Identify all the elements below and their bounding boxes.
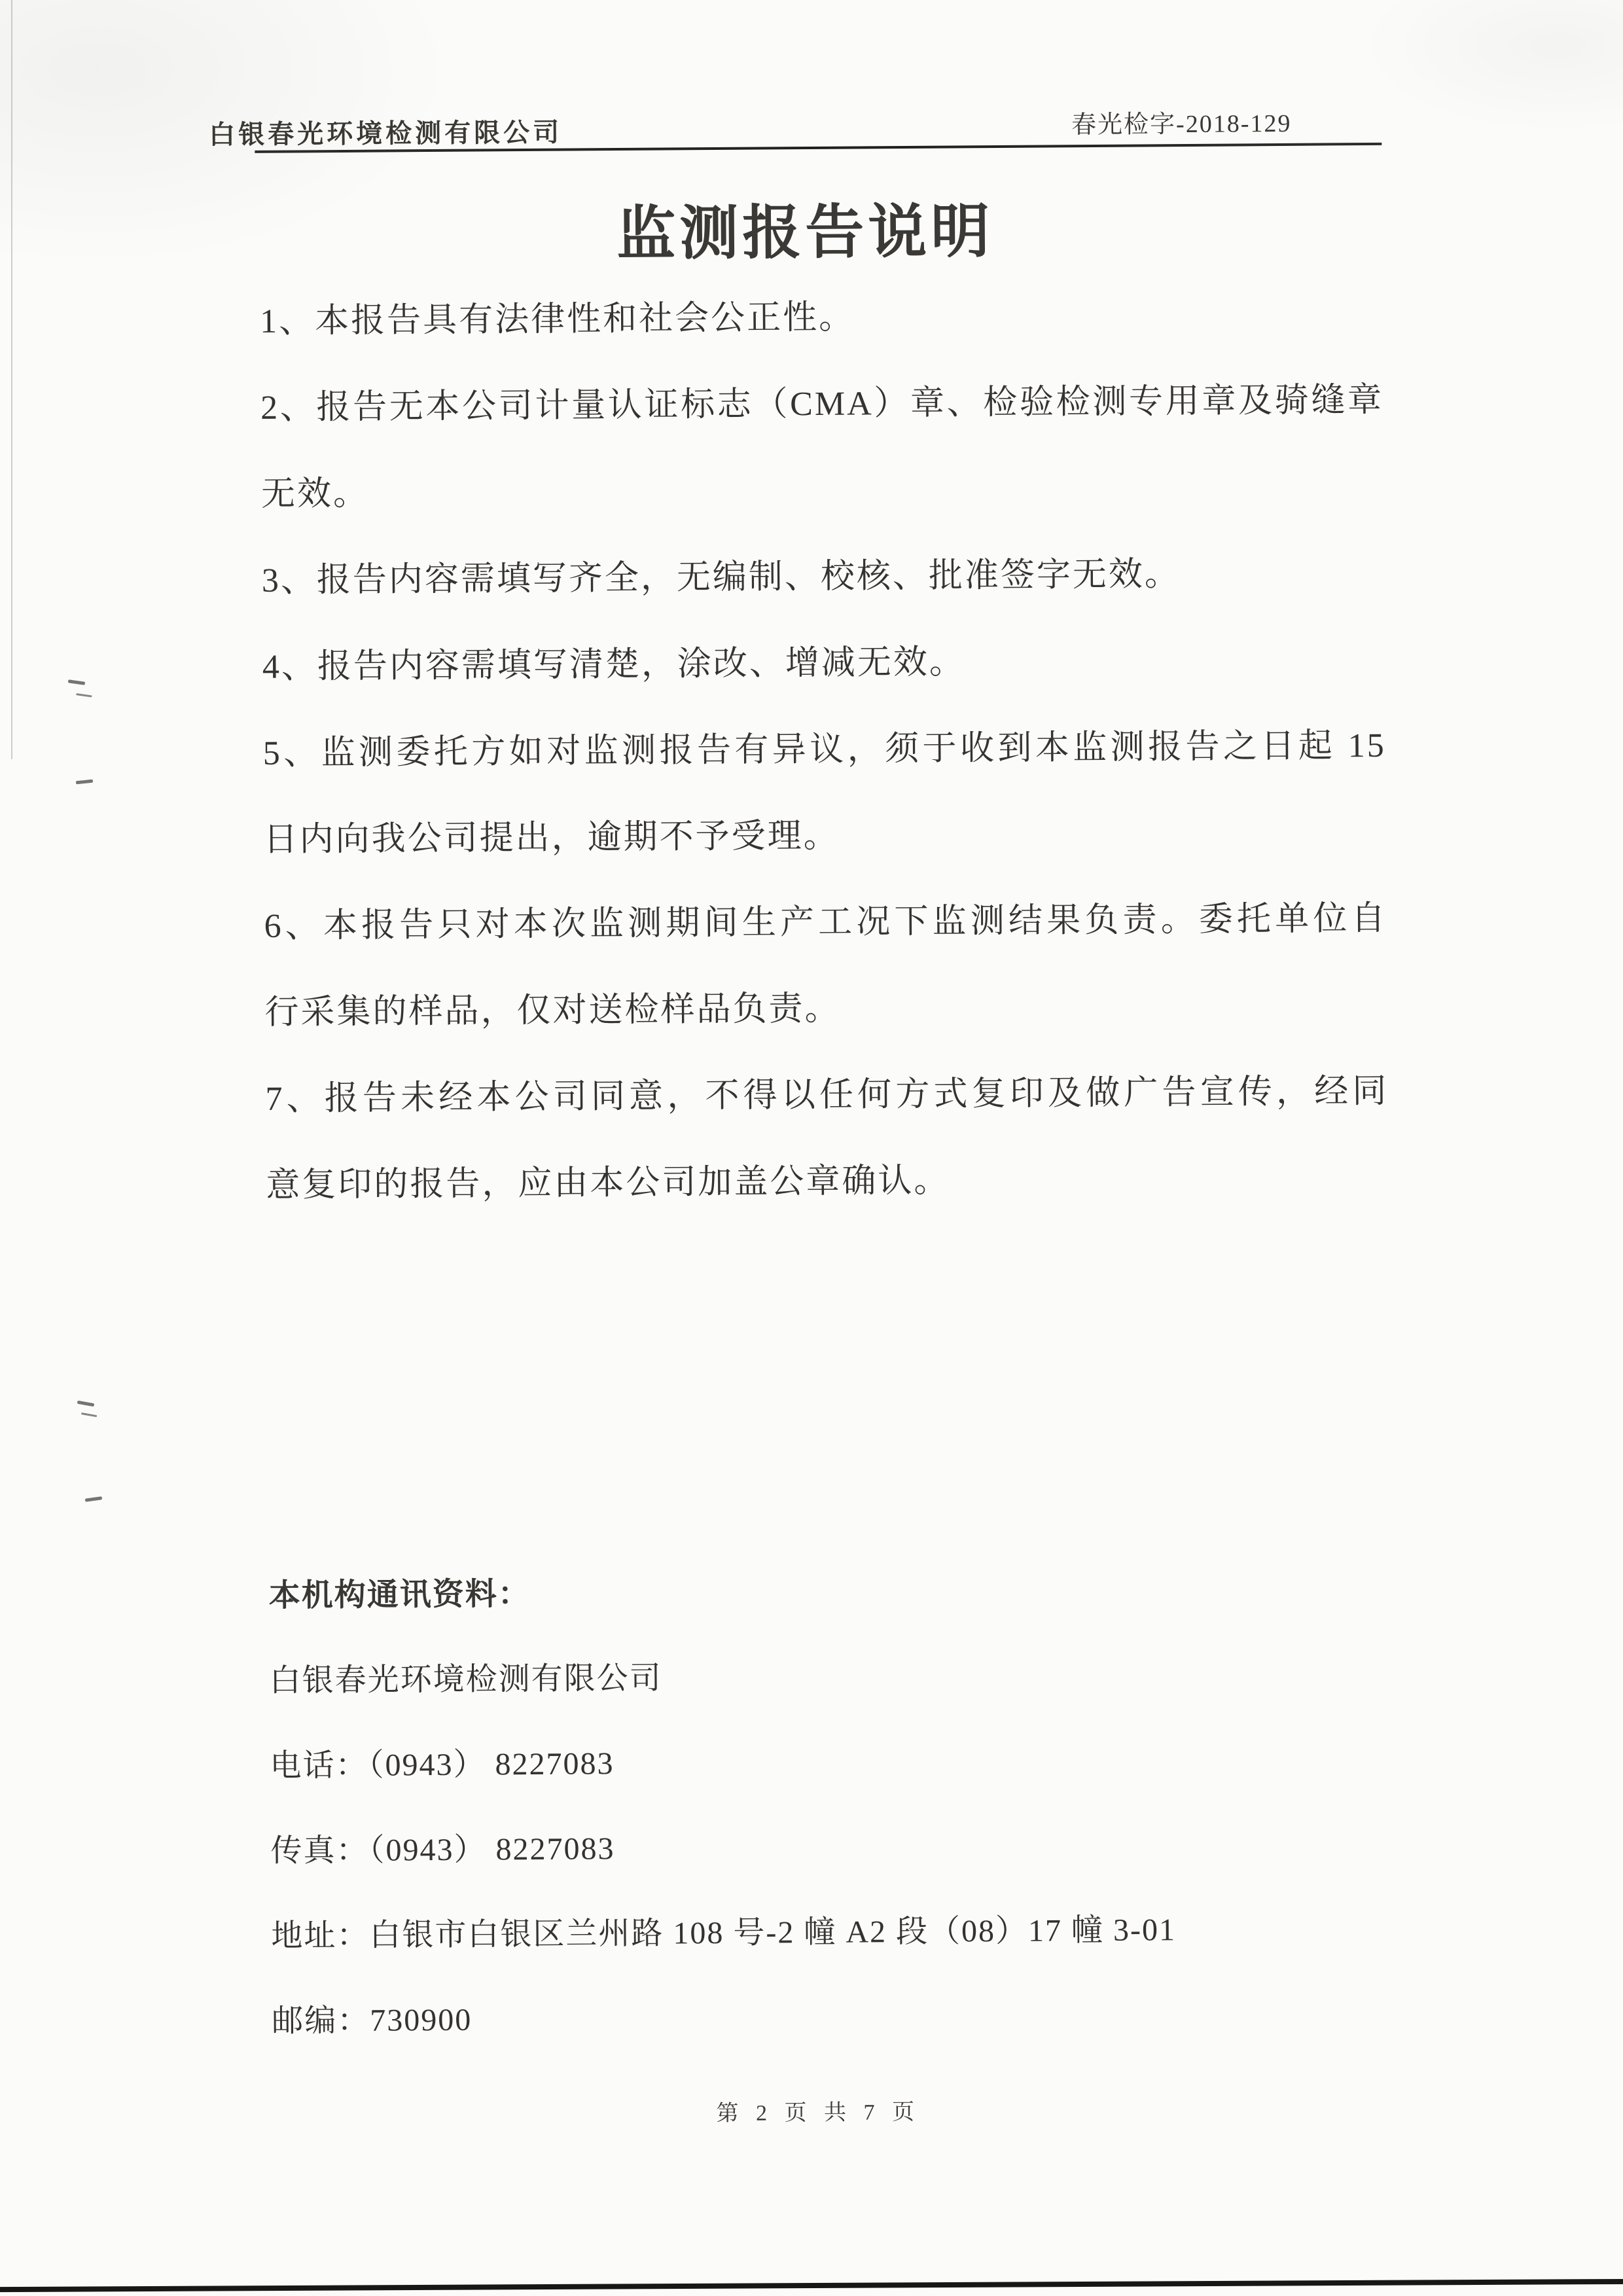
contact-address-line: 地址：白银市白银区兰州路 108 号-2 幢 A2 段（08）17 幢 3-01 [271, 1912, 1177, 1954]
note-line: 5、监测委托方如对监测报告有异议，须于收到本监测报告之日起 15 [262, 726, 1386, 772]
contact-phone-line: 电话：（0943） 8227083 [270, 1746, 615, 1784]
contact-fax-line: 传真：（0943） 8227083 [270, 1831, 615, 1869]
note-line: 意复印的报告，应由本公司加盖公章确认。 [266, 1162, 950, 1204]
scan-edge-artifact-left [11, 0, 12, 759]
header-document-number: 春光检字-2018-129 [1071, 109, 1292, 139]
note-line: 6、本报告只对本次监测期间生产工况下监测结果负责。委托单位自 [264, 899, 1387, 945]
note-line: 3、报告内容需填写齐全，无编制、校核、批准签字无效。 [261, 556, 1181, 600]
page-number-indicator: 第 2 页 共 7 页 [716, 2100, 921, 2126]
header-company-name: 白银春光环境检测有限公司 [209, 117, 563, 150]
page-title: 监测报告说明 [616, 200, 994, 268]
contact-heading: 本机构通讯资料： [268, 1577, 531, 1613]
contact-postal-code-line: 邮编：730900 [272, 2002, 473, 2039]
note-line: 行采集的样品，仅对送检样品负责。 [264, 990, 841, 1031]
contact-info-block [268, 1546, 1423, 2064]
note-line: 2、报告无本公司计量认证标志（CMA）章、检验检测专用章及骑缝章 [260, 381, 1384, 427]
report-notes [260, 271, 1389, 1229]
note-line: 4、报告内容需填写清楚，涂改、增减无效。 [262, 643, 966, 686]
note-line: 7、报告未经本公司同意，不得以任何方式复印及做广告宣传，经同 [265, 1072, 1389, 1118]
note-line: 日内向我公司提出，逾期不予受理。 [263, 817, 840, 859]
note-line: 无效。 [260, 475, 370, 513]
note-line: 1、本报告具有法律性和社会公正性。 [259, 298, 855, 340]
contact-company-line: 白银春光环境检测有限公司 [269, 1660, 662, 1698]
